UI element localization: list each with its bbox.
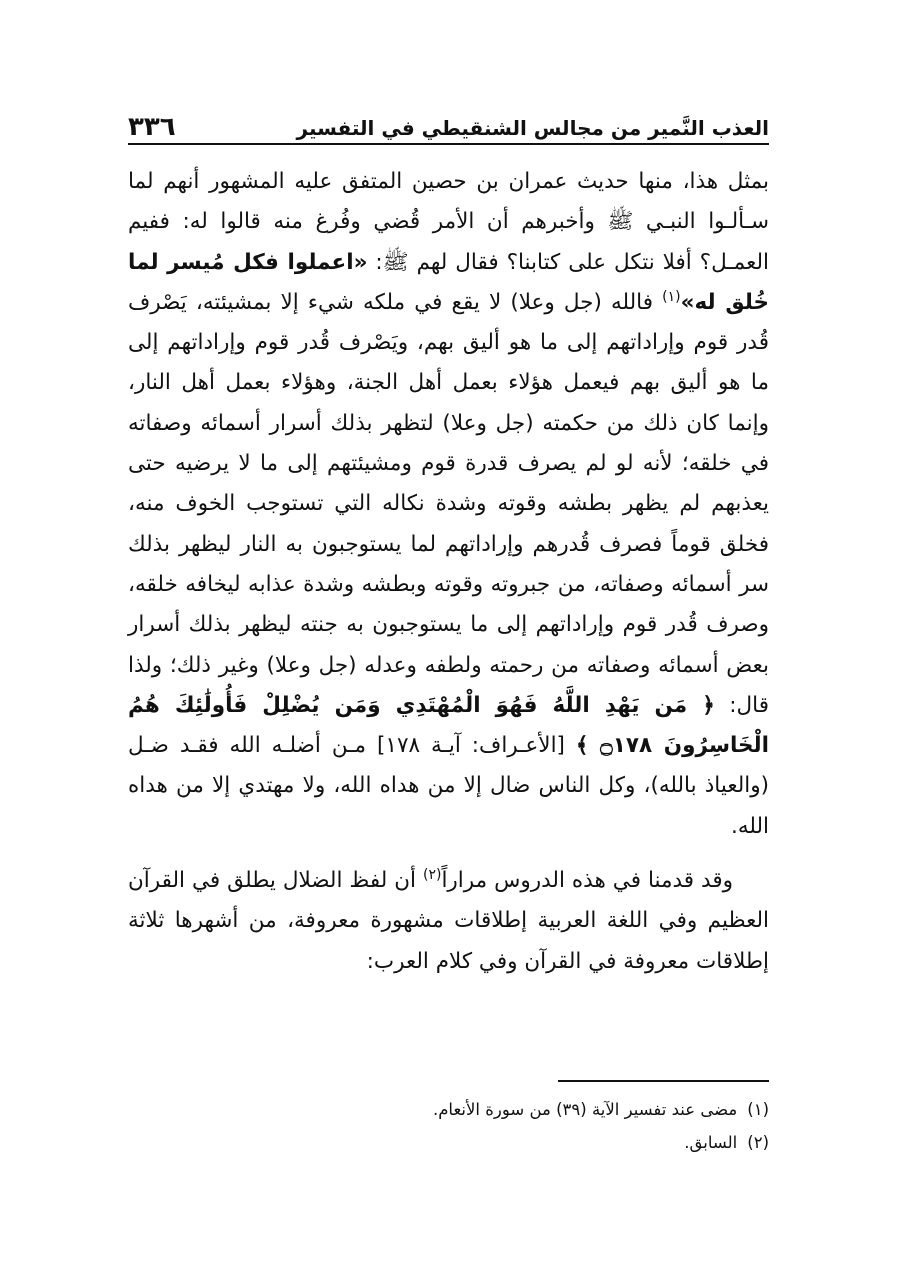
paragraph-2 [128, 861, 769, 982]
hadith-quote: «اعملوا فكل مُيسر لما خُلق له» [128, 249, 769, 315]
footnote-text: مضى عند تفسير الآية (٣٩) من سورة الأنعام. [432, 1100, 738, 1119]
footnote-1 [128, 1093, 769, 1126]
quran-verse: ﴿ مَن يَهْدِ اللَّهُ فَهُوَ الْمُهْتَدِي وَمَن يُضْلِلْ فَأُولَٰئِكَ هُمُ الْخَاسِرُونَ ۝١٧٨ ﴾ [128, 692, 769, 759]
paragraph-2-text-a: وقد قدمنا في هذه الدروس مراراً [441, 868, 733, 894]
footnote-number: (١) [747, 1100, 769, 1119]
footnote-number: (٢) [747, 1133, 769, 1152]
page-header [128, 108, 769, 142]
running-title: العذب النَّمير من مجالس الشنقيطي في التفسير [296, 116, 769, 140]
footnote-ref-1: (١) [662, 288, 681, 305]
footnote-2 [128, 1126, 769, 1159]
page-number: ٣٣٦ [128, 112, 176, 142]
footnote-ref-2: (٢) [422, 866, 442, 883]
footnotes [128, 1093, 769, 1159]
paragraph-1-text-b: فالله (جل وعلا) لا يقع في ملكه شيء إلا بمشيئته، يَصْرف قُدر قوم وإراداتهم إلى ما هو أليق بهم، ويَصْرف قُدر قوم وإراداتهم إلى ما هو أليق بهم فيعمل هؤلاء بعمل أهل الجنة، وهؤلاء بعمل أهل النار، وإنما كان ذلك من حكمته (جل وعلا) لتظهر بذلك أسرار أسمائه وصفاته في خلقه؛ لأنه لو لم يصرف قدرة قوم ومشيئتهم إلى ما لا يرضيه حتى يعذبهم لم يظهر بطشه وقوته وشدة نكاله التي تستوجب الخوف منه، فخلق قوماً فصرف قُدرهم وإراداتهم لما يستوجبون به النار ليظهر بذلك سر أسمائه وصفاته، من جبروته وقوته وبطشه وشدة عذابه ليخافه خلقه، وصرف قُدر قوم وإراداتهم إلى ما يستوجبون به جنته ليظهر بذلك أسرار بعض أسمائه وصفاته من رحمته ولطفه وعدله (جل وعلا) وغير ذلك؛ ولذا قال: [128, 289, 769, 718]
footnote-rule [558, 1080, 769, 1082]
paragraph-1-text-a: بمثل هذا، منها حديث عمران بن حصين المتفق عليه المشهور أنهم لما سـألـوا النبـي ﷺ وأخبرهم أن الأمر قُضي وفُرغ منه قالوا له: ففيم العمـل؟ أفلا نتكل على كتابنا؟ فقال لهم ﷺ: [128, 169, 769, 275]
footnote-text: السابق. [684, 1133, 738, 1152]
main-text [128, 162, 769, 982]
paragraph-2-text-b: أن لفظ الضلال يطلق في القرآن العظيم وفي اللغة العربية إطلاقات مشهورة معروفة، من أشهرها ثلاثة إطلاقات معروفة في القرآن وفي كلام العرب: [128, 868, 769, 974]
paragraph-1 [128, 162, 769, 847]
header-rule [128, 143, 769, 145]
paragraph-1-text-c: [الأعـراف: آيـة ١٧٨] مـن أضلـه الله فقـد ضـل (والعياذ بالله)، وكل الناس ضال إلا من هداه الله، ولا مهتدي إلا من هداه الله. [128, 733, 769, 839]
